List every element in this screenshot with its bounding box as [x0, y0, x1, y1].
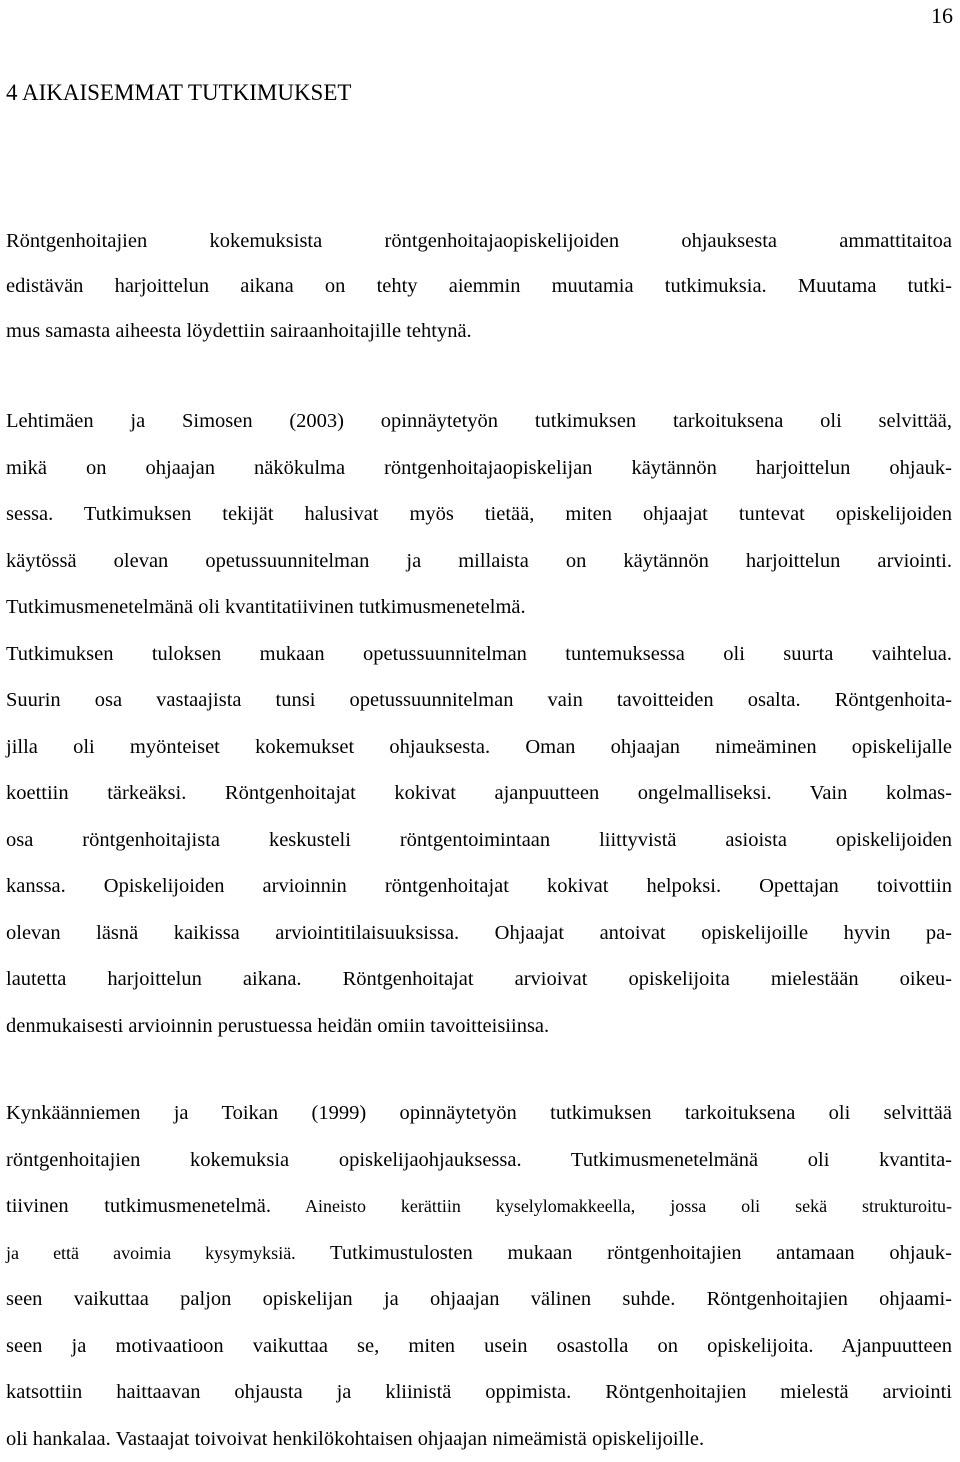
text-line	[6, 1183, 952, 1230]
paragraph-intro	[6, 219, 952, 354]
text-line: mus samasta aiheesta löydettiin sairaanhoitajille tehtynä.	[6, 309, 952, 354]
text-line: Kynkäänniemen ja Toikan (1999) opinnäytetyön tutkimuksen tarkoituksena oli selvittää	[6, 1090, 952, 1137]
text-line: Tutkimusmenetelmänä oli kvantitatiivinen tutkimusmenetelmä.	[6, 584, 952, 631]
text-line: denmukaisesti arvioinnin perustuessa heidän omiin tavoitteisiinsa.	[6, 1003, 952, 1050]
text-line: Lehtimäen ja Simosen (2003) opinnäytetyön tutkimuksen tarkoituksena oli selvittää,	[6, 398, 952, 445]
text-segment-small: Aineisto kerättiin kyselylomakkeella, jossa oli sekä strukturoitu-	[271, 1196, 952, 1216]
text-line: koettiin tärkeäksi. Röntgenhoitajat kokivat ajanpuutteen ongelmalliseksi. Vain kolmas-	[6, 770, 952, 817]
text-line: lautetta harjoittelun aikana. Röntgenhoitajat arvioivat opiskelijoita mielestään oikeu-	[6, 956, 952, 1003]
paragraph-lehtimaki-simonen	[6, 398, 952, 1049]
text-line: seen vaikuttaa paljon opiskelijan ja ohjaajan välinen suhde. Röntgenhoitajien ohjaami-	[6, 1276, 952, 1323]
text-line: mikä on ohjaajan näkökulma röntgenhoitajaopiskelijan käytännön harjoittelun ohjauk-	[6, 445, 952, 492]
text-line: röntgenhoitajien kokemuksia opiskelijaohjauksessa. Tutkimusmenetelmänä oli kvantita-	[6, 1137, 952, 1184]
paragraph-kynkaanniemi-toikka	[6, 1090, 952, 1462]
text-line: osa röntgenhoitajista keskusteli röntgentoimintaan liittyvistä asioista opiskelijoiden	[6, 817, 952, 864]
text-line: Röntgenhoitajien kokemuksista röntgenhoitajaopiskelijoiden ohjauksesta ammattitaitoa	[6, 219, 952, 264]
text-line: jilla oli myönteiset kokemukset ohjauksesta. Oman ohjaajan nimeäminen opiskelijalle	[6, 724, 952, 771]
text-line: katsottiin haittaavan ohjausta ja kliinistä oppimista. Röntgenhoitajien mielestä arviointi	[6, 1369, 952, 1416]
text-segment: Tutkimustulosten mukaan röntgenhoitajien antamaan ohjauk-	[296, 1242, 952, 1264]
text-line: Tutkimuksen tuloksen mukaan opetussuunnitelman tuntemuksessa oli suurta vaihtelua.	[6, 631, 952, 678]
text-line: seen ja motivaatioon vaikuttaa se, miten usein osastolla on opiskelijoita. Ajanpuutteen	[6, 1323, 952, 1370]
text-line: kanssa. Opiskelijoiden arvioinnin röntgenhoitajat kokivat helpoksi. Opettajan toivottiin	[6, 863, 952, 910]
text-line: Suurin osa vastaajista tunsi opetussuunnitelman vain tavoitteiden osalta. Röntgenhoita-	[6, 677, 952, 724]
text-line	[6, 1230, 952, 1277]
text-line: sessa. Tutkimuksen tekijät halusivat myös tietää, miten ohjaajat tuntevat opiskelijoiden	[6, 491, 952, 538]
text-line: olevan läsnä kaikissa arviointitilaisuuksissa. Ohjaajat antoivat opiskelijoille hyvin pa-	[6, 910, 952, 957]
text-segment: tiivinen tutkimusmenetelmä.	[6, 1195, 271, 1217]
section-heading: 4 AIKAISEMMAT TUTKIMUKSET	[6, 78, 351, 108]
text-line: oli hankalaa. Vastaajat toivoivat henkilökohtaisen ohjaajan nimeämistä opiskelijoille.	[6, 1416, 952, 1462]
text-line: edistävän harjoittelun aikana on tehty aiemmin muutamia tutkimuksia. Muutama tutki-	[6, 264, 952, 309]
text-line: käytössä olevan opetussuunnitelman ja millaista on käytännön harjoittelun arviointi.	[6, 538, 952, 585]
text-segment-small: ja että avoimia kysymyksiä.	[6, 1243, 296, 1263]
page-number: 16	[931, 2, 953, 30]
